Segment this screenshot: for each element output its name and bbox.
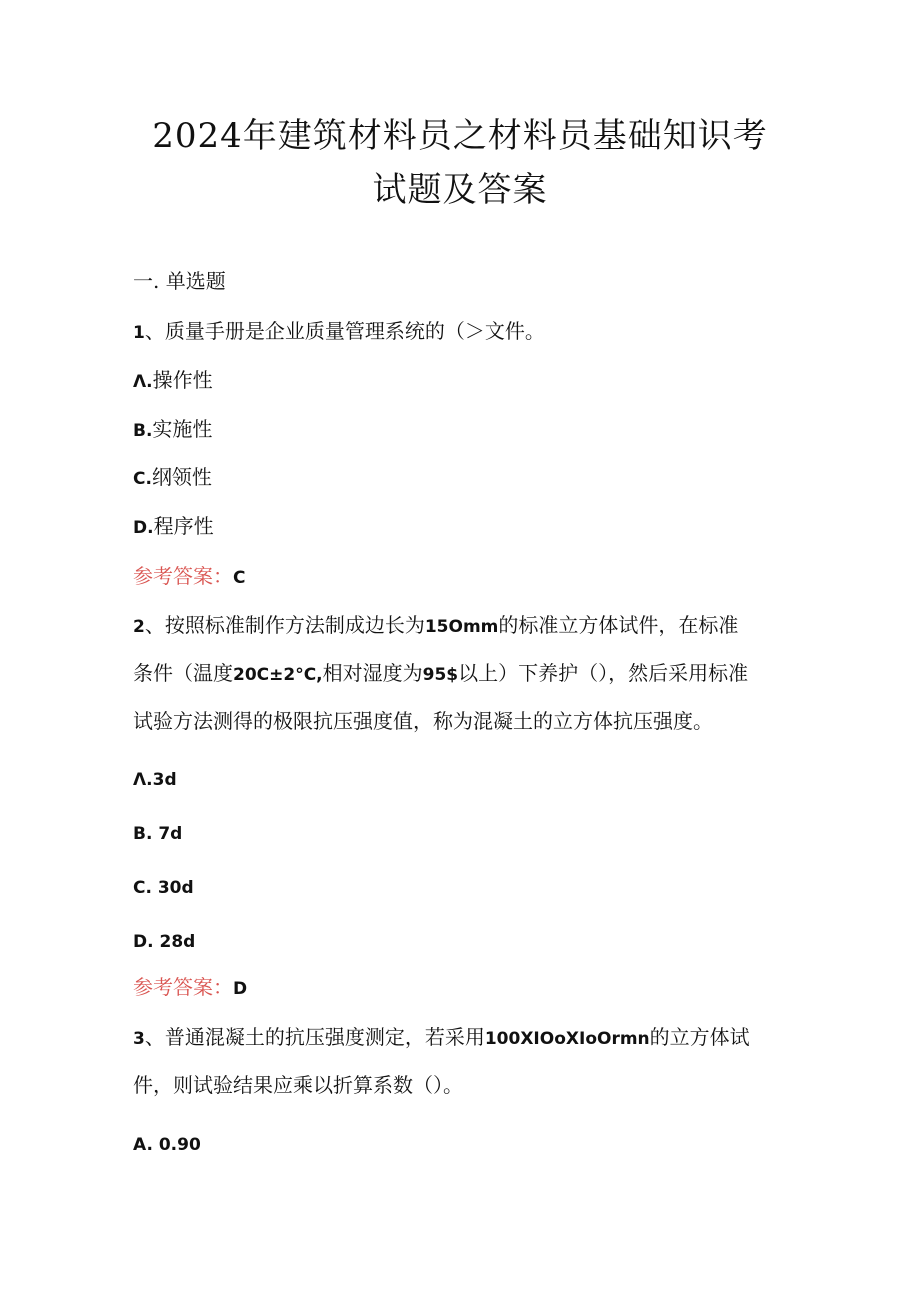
question-1-text: 、质量手册是企业质量管理系统的（＞文件。 bbox=[144, 319, 545, 343]
question-2-line-1: 2、按照标准制作方法制成边长为15Omm的标准立方体试件，在标准 bbox=[133, 613, 739, 637]
question-1-option-b: B.实施性 bbox=[133, 417, 213, 441]
question-1-option-d: D.程序性 bbox=[133, 514, 214, 538]
question-2-option-b: B. 7d bbox=[133, 824, 183, 844]
question-2-option-a: Λ.3d bbox=[133, 770, 177, 790]
question-3-line-1: 3、普通混凝土的抗压强度测定，若采用100XIOoXIoOrmn的立方体试 bbox=[133, 1025, 750, 1049]
question-2-option-c: C. 30d bbox=[133, 878, 194, 898]
question-2-line-2: 条件（温度20C±2°C,相对湿度为95$以上）下养护（），然后采用标准 bbox=[133, 661, 749, 685]
question-3-option-a: A. 0.90 bbox=[133, 1135, 201, 1155]
answer-value: C bbox=[233, 568, 246, 588]
question-1 bbox=[133, 318, 545, 346]
answer-value: D bbox=[233, 979, 248, 999]
question-1-number: 1 bbox=[133, 323, 145, 343]
document-title-line-2: 试题及答案 bbox=[372, 170, 548, 210]
question-3-number: 3 bbox=[133, 1029, 145, 1049]
question-1-option-a: Λ.操作性 bbox=[133, 368, 213, 392]
question-2-answer bbox=[133, 974, 247, 1002]
answer-label: 参考答案： bbox=[133, 564, 233, 588]
question-2-option-d: D. 28d bbox=[133, 932, 196, 952]
document-title-line-1: 2024年建筑材料员之材料员基础知识考 bbox=[152, 116, 768, 156]
question-1-answer bbox=[133, 563, 245, 591]
answer-label: 参考答案： bbox=[133, 975, 233, 999]
question-2-line-3: 试验方法测得的极限抗压强度值，称为混凝土的立方体抗压强度。 bbox=[133, 709, 713, 733]
question-3-line-2: 件，则试验结果应乘以折算系数（）。 bbox=[133, 1073, 463, 1097]
question-1-option-c: C.纲领性 bbox=[133, 465, 212, 489]
section-heading: 一. 单选题 bbox=[133, 269, 226, 293]
question-2-number: 2 bbox=[133, 617, 145, 637]
